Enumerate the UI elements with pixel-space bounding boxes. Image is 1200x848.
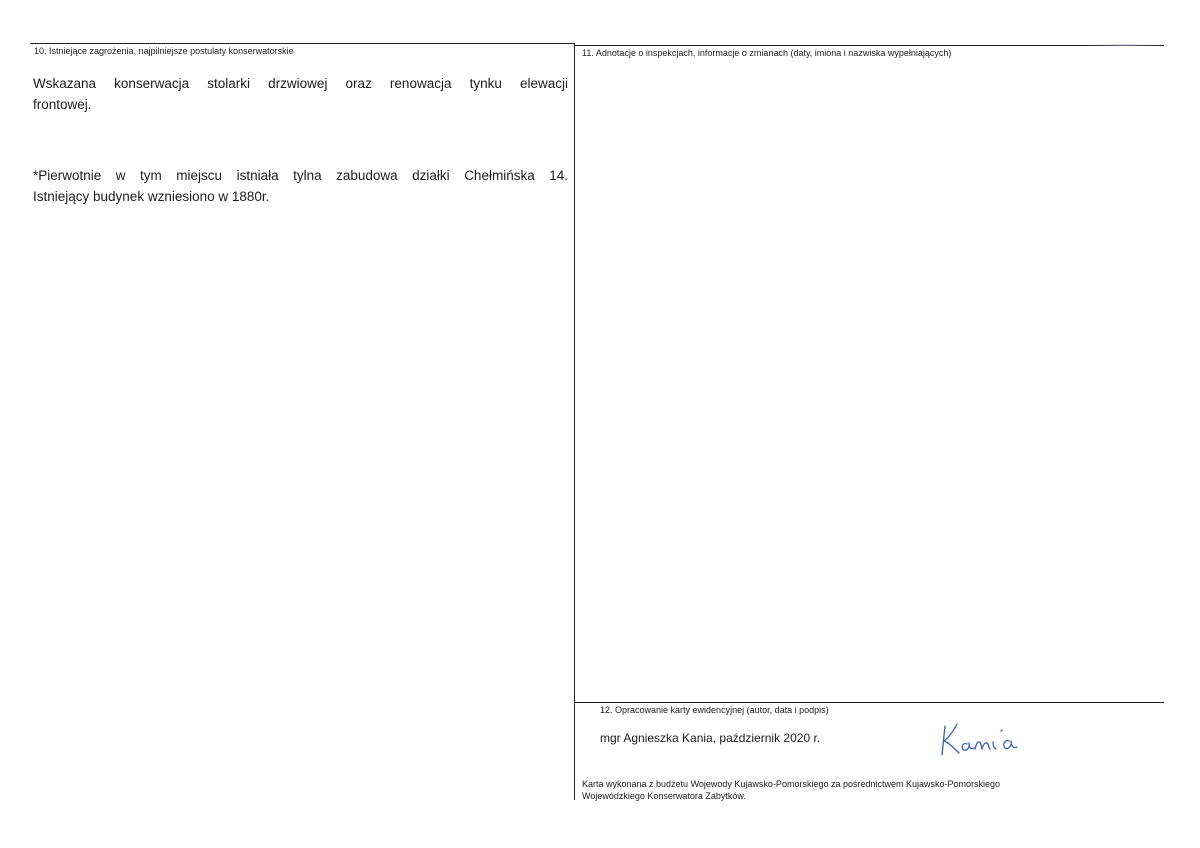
section10-label: 10. Istniejące zagrożenia, najpilniejsze postulaty konserwatorskie	[34, 46, 294, 56]
top-rule-left	[30, 43, 574, 44]
author-line: mgr Agnieszka Kania, październik 2020 r.	[600, 731, 821, 745]
top-rule-right	[574, 45, 1164, 46]
section10-paragraph-2-line-1: *Pierwotnie w tym miejscu istniała tylna zabudowa działki Chełmińska 14.	[33, 168, 568, 183]
funding-note	[582, 778, 1162, 802]
section11-label: 11. Adnotacje o inspekcjach, informacje o zmianach (daty, imiona i nazwiska wypełniających)	[582, 48, 952, 58]
funding-note-line-1: Karta wykonana z budżetu Wojewody Kujawsko-Pomorskiego za pośrednictwem Kujawsko-Pomorskiego	[582, 779, 1001, 789]
section12-label: 12. Opracowanie karty ewidencyjnej (autor, data i podpis)	[600, 705, 829, 715]
section10-paragraph-2	[33, 165, 568, 207]
section10-paragraph-2-line-2: Istniejący budynek wzniesiono w 1880r.	[33, 189, 270, 204]
column-divider	[574, 43, 575, 800]
signature-image	[935, 718, 1045, 758]
section12-rule	[574, 702, 1164, 703]
section10-paragraph-1	[33, 73, 568, 115]
funding-note-line-2: Wojewódzkiego Konserwatora Zabytków.	[582, 791, 746, 801]
section10-paragraph-1-line-2: frontowej.	[33, 97, 92, 112]
section10-paragraph-1-line-1: Wskazana konserwacja stolarki drzwiowej oraz renowacja tynku elewacji	[33, 76, 568, 91]
scan-smudge	[1090, 44, 1160, 46]
